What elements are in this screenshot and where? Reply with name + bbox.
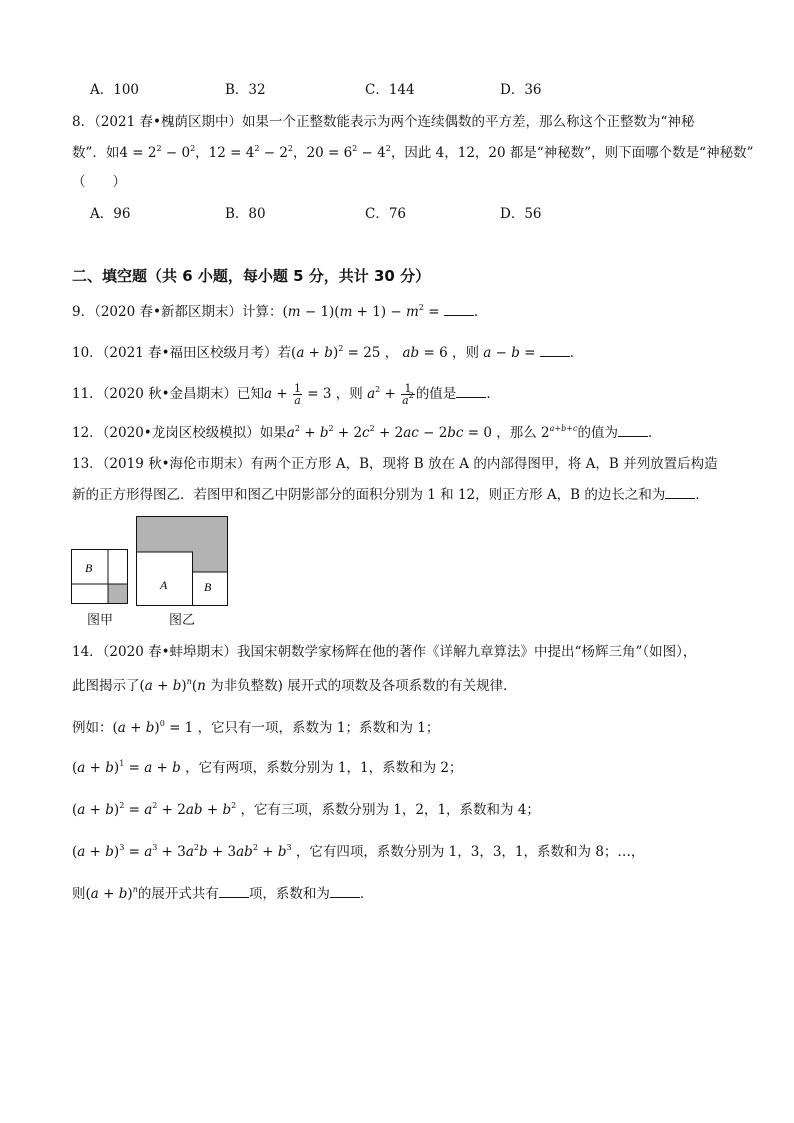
q9-text: 9．（2020 春•新都区期末）计算：: [72, 304, 283, 320]
jia-label-b: B: [85, 561, 93, 575]
section-title: 二、填空题（共 6 小题，每小题 5 分，共计 30 分）: [72, 267, 431, 285]
q14-line-1: 14．（2020 春•蚌埠期末）我国宋朝数学家杨辉在他的著作《详解九章算法》中提出“杨辉三角”（如图），: [72, 644, 697, 660]
q12-formula: $a^2 + b^2 + 2c^2 + 2ac - 2bc = 0$: [286, 424, 497, 441]
q14-last-prefix: 则: [72, 886, 86, 902]
q11-answer-blank[interactable]: [456, 385, 486, 398]
yi-label-a: A: [160, 578, 168, 592]
q11-text-2: ，则: [335, 386, 363, 402]
q14-last-text-2: 项，系数和为: [248, 886, 330, 902]
figure-yi: [136, 516, 231, 608]
q13-text: 新的正方形得图乙．若图甲和图乙中阴影部分的面积分别为 1 和 12，则正方形 A，B 的边长之和为: [72, 487, 666, 503]
q14-ex0-formula: $(a + b)^0 = 1$: [112, 719, 198, 736]
q7-option-d[interactable]: D．36: [500, 82, 542, 98]
q14-ex2-text: ，它有三项，系数分别为 1，2，1，系数和为 4；: [240, 802, 540, 818]
q9-formula: $(m - 1)(m + 1) - m^2$ =: [282, 303, 444, 320]
q14-ex0-prefix: 例如：: [72, 720, 113, 736]
q14-last-text: 的展开式共有: [137, 886, 219, 902]
q10-formula: $(a + b)^2 = 25$ ， ab = 6: [291, 344, 452, 361]
q8-option-a[interactable]: A．96: [90, 206, 131, 222]
q11-formula: a + $\frac{1}{a}$ = 3: [264, 382, 336, 407]
q14-ex1-text: ，它有两项，系数分别为 1，1，系数和为 2；: [185, 760, 463, 776]
q14-text: 此图揭示了: [72, 678, 140, 694]
q10-formula-2: a − b =: [483, 345, 540, 361]
q11-line: 11．（2020 秋•金昌期末）已知a + $\frac{1}{a}$ = 3 ，则 $a^2$ + $\frac{1}{a^2}$ 的值是 ．: [72, 382, 500, 407]
figure-jia-caption: 图甲: [87, 613, 114, 628]
q14-line-2: [72, 676, 734, 696]
q14-formula: $(a + b)^n(n$ 为非负整数): [139, 677, 288, 694]
q11-formula-2: $a^2$ + $\frac{1}{a^2}$: [367, 382, 414, 407]
q14-example-0: [72, 718, 734, 738]
q14-ex3-text: ，它有四项，系数分别为 1，3，3，1，系数和为 8；…，: [295, 844, 645, 860]
q14-ex2-formula: $(a + b)^2 = a^2 + 2ab + b^2$: [72, 801, 237, 818]
q11-text: 11．（2020 秋•金昌期末）已知: [72, 386, 265, 402]
q10-line: 10．（2021 春•福田区校级月考）若$(a + b)^2 = 25$ ， ab = 6 ，则 a − b = ．: [72, 344, 584, 361]
q8-text-2: ，因此 4，12，20 都是“神秘数”，则下面哪个数是“神秘数”: [390, 145, 754, 161]
q8-option-b[interactable]: B．80: [225, 206, 266, 222]
q14-answer-blank-2[interactable]: [330, 885, 360, 898]
q14-ex3-formula: $(a + b)^3 = a^3 + 3a^2b + 3ab^2 + b^3$: [72, 843, 292, 860]
q8-line-3: （ ）: [72, 174, 126, 190]
q14-answer-blank-1[interactable]: [219, 885, 249, 898]
q11-text-3: 的值是: [415, 386, 457, 402]
q7-option-c[interactable]: C．144: [365, 82, 415, 98]
q8-options: [90, 204, 650, 224]
q8-line-2: [72, 143, 754, 163]
q12-text-2: ，那么: [496, 425, 537, 441]
q14-text-2: 展开式的项数及各项系数的有关规律．: [287, 678, 517, 694]
q10-text-2: ，则: [451, 345, 479, 361]
q12-text-3: 的值为: [577, 425, 618, 441]
q9-line: 9．（2020 春•新都区期末）计算：$(m - 1)(m + 1) - m^2$ = ．: [72, 303, 488, 320]
q14-last-formula: $(a + b)^n$: [85, 885, 138, 902]
figure-jia: [71, 549, 131, 605]
q8-option-d[interactable]: D．56: [500, 206, 542, 222]
q12-text: 12．（2020•龙岗区校级模拟）如果: [72, 425, 287, 441]
q14-example-2: [72, 800, 734, 820]
q8-text: 数”．如: [72, 145, 120, 161]
q7-options: [90, 80, 650, 100]
q8-formula: $4 = 2^2 - 0^2$，$12 = 4^2 - 2^2$，$20 = 6^2 - 4^2$: [119, 144, 391, 161]
jia-shaded-square: [108, 584, 128, 604]
q13-line-1: 13．（2019 秋•海伦市期末）有两个正方形 A，B，现将 B 放在 A 的内部得图甲，将 A，B 并列放置后构造: [72, 456, 718, 472]
q7-option-a[interactable]: A．100: [90, 82, 140, 98]
q14-example-3: [72, 842, 734, 862]
q13-line-2: 新的正方形得图乙．若图甲和图乙中阴影部分的面积分别为 1 和 12，则正方形 A，B 的边长之和为 ．: [72, 487, 709, 503]
q8-option-c[interactable]: C．76: [365, 206, 407, 222]
q13-answer-blank[interactable]: [665, 486, 695, 499]
q14-example-1: [72, 758, 734, 778]
q10-answer-blank[interactable]: [540, 344, 570, 357]
q9-answer-blank[interactable]: [444, 303, 474, 316]
q7-option-b[interactable]: B．32: [225, 82, 266, 98]
q14-ex1-formula: $(a + b)^1 = a + b$: [72, 759, 181, 776]
yi-label-b: B: [204, 580, 212, 594]
q12-answer-blank[interactable]: [618, 424, 648, 437]
q12-line: 12．（2020•龙岗区校级模拟）如果$a^2 + b^2 + 2c^2 + 2ac - 2bc = 0$ ，那么 $2^{a+b+c}$的值为 ．: [72, 424, 662, 441]
q10-text: 10．（2021 春•福田区校级月考）若: [72, 345, 292, 361]
q14-last-line: 则$(a + b)^n$的展开式共有 项，系数和为 ．: [72, 885, 374, 902]
q14-ex0-text: ，它只有一项，系数为 1；系数和为 1；: [197, 720, 440, 736]
figure-yi-caption: 图乙: [169, 613, 196, 628]
q12-formula-2: $2^{a+b+c}$: [536, 424, 578, 441]
q8-line-1: 8．（2021 春•槐荫区期中）如果一个正整数能表示为两个连续偶数的平方差，那么称这个正整数为“神秘: [72, 114, 695, 130]
